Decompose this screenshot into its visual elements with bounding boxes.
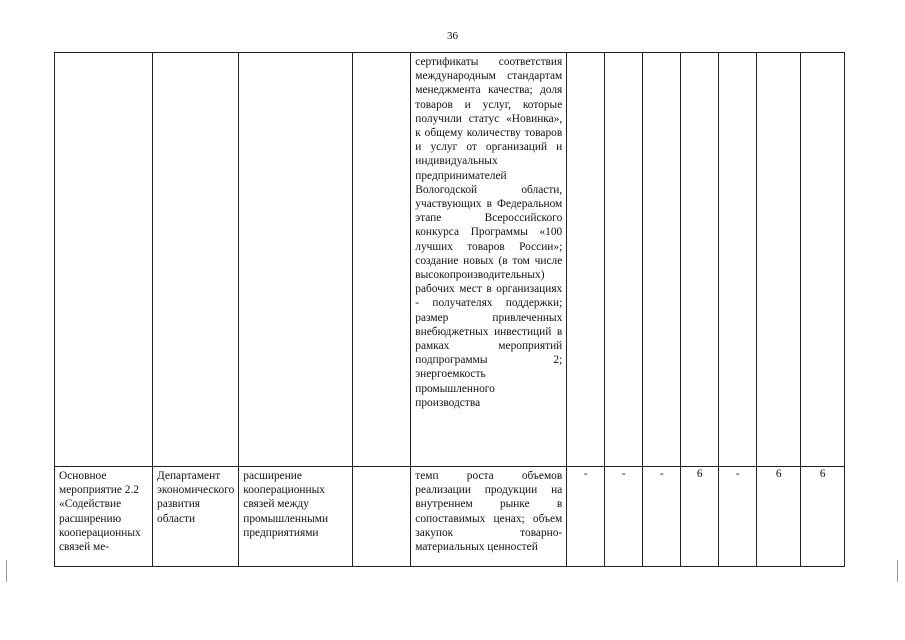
value-cell: - bbox=[605, 467, 643, 567]
result-cell bbox=[239, 467, 353, 567]
value-cell bbox=[681, 53, 719, 467]
executor-cell bbox=[153, 467, 239, 567]
executor-text: Департамент экономического развития области bbox=[157, 470, 235, 525]
executor-cell bbox=[153, 53, 239, 467]
measure-cell bbox=[55, 53, 153, 467]
value-cell: 6 bbox=[801, 467, 845, 567]
program-table bbox=[54, 52, 845, 567]
value-cell: - bbox=[567, 467, 605, 567]
empty-cell bbox=[353, 53, 411, 467]
value-cell bbox=[719, 53, 757, 467]
table-row bbox=[55, 467, 845, 567]
value-cell: 6 bbox=[681, 467, 719, 567]
value-cell: - bbox=[643, 467, 681, 567]
measure-text: Основное мероприятие 2.2 «Содействие расширению кооперационных связей ме- bbox=[59, 470, 141, 554]
empty-cell bbox=[353, 467, 411, 567]
value-cell bbox=[757, 53, 801, 467]
value-cell bbox=[643, 53, 681, 467]
indicators-text: сертификаты соответствия международным стандартам менеджмента качества; доля товаров и услуг, которые получили статус «Новинка», к общему количеству товаров и услуг от организаций и индивидуальных предпринимателей Вологодской области, участвующих в Федеральном этапе Всероссийского конкурса Программы «100 лучших товаров России»; создание новых (в том числе высокопроизводительных) рабочих мест в организациях - получателях поддержки; размер привлеченных внебюджетных инвестиций в рамках мероприятий подпрограммы 2; энергоемкость промышленного производства bbox=[415, 56, 563, 409]
indicators-cell bbox=[411, 53, 567, 467]
value-cell bbox=[801, 53, 845, 467]
value-cell bbox=[605, 53, 643, 467]
value-cell: - bbox=[719, 467, 757, 567]
indicators-cell bbox=[411, 467, 567, 567]
indicators-text: темп роста объемов реализации продукции на внутреннем рынке в сопоставимых ценах; объем закупок товарно-материальных ценностей bbox=[415, 470, 563, 554]
measure-cell bbox=[55, 467, 153, 567]
scan-edge-mark bbox=[6, 560, 7, 582]
result-cell bbox=[239, 53, 353, 467]
page-number: 36 bbox=[447, 30, 458, 42]
value-cell: 6 bbox=[757, 467, 801, 567]
result-text: расширение кооперационных связей между промышленными предприятиями bbox=[243, 470, 329, 539]
scan-edge-mark bbox=[897, 560, 898, 582]
value-cell bbox=[567, 53, 605, 467]
table-row bbox=[55, 53, 845, 467]
